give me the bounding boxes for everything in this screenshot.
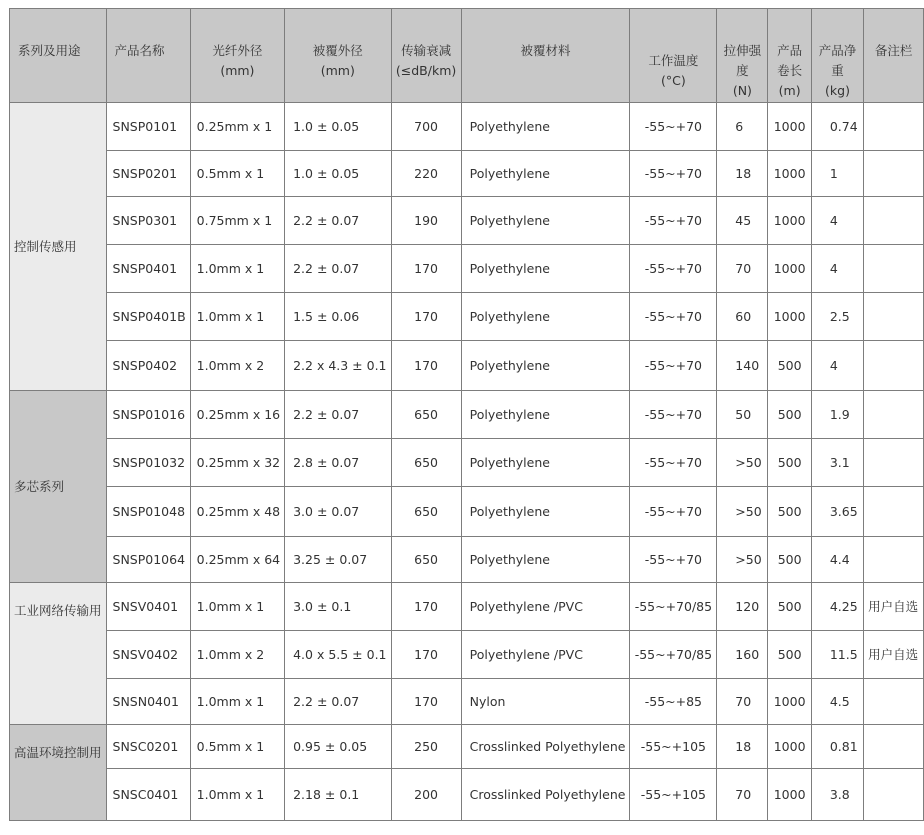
fiber-diameter-cell: 1.0mm x 2	[190, 341, 284, 391]
roll-length-cell: 500	[768, 583, 811, 631]
coating-material-cell: Polyethylene	[461, 391, 630, 439]
attenuation-cell: 190	[391, 197, 461, 245]
table-row	[10, 631, 924, 679]
product-name-cell: SNSP0201	[106, 151, 190, 197]
remarks-cell	[864, 103, 924, 151]
table-row	[10, 151, 924, 197]
table-row	[10, 197, 924, 245]
header-line: (mm)	[320, 63, 355, 78]
attenuation-cell: 170	[391, 293, 461, 341]
roll-length-cell: 500	[768, 487, 811, 537]
table-row	[10, 391, 924, 439]
roll-length-cell: 1000	[768, 679, 811, 725]
header-series-usage: 系列及用途	[10, 9, 107, 103]
coating-material-cell: Polyethylene /PVC	[461, 631, 630, 679]
table-row	[10, 103, 924, 151]
net-weight-cell: 2.5	[811, 293, 863, 341]
attenuation-cell: 170	[391, 583, 461, 631]
table-row	[10, 769, 924, 821]
product-spec-table	[9, 8, 924, 821]
product-name-cell: SNSC0401	[106, 769, 190, 821]
coating-diameter-cell: 1.0 ± 0.05	[285, 103, 391, 151]
attenuation-cell: 650	[391, 487, 461, 537]
product-name-cell: SNSC0201	[106, 725, 190, 769]
coating-diameter-cell: 1.0 ± 0.05	[285, 151, 391, 197]
remarks-cell	[864, 341, 924, 391]
net-weight-cell: 4.5	[811, 679, 863, 725]
product-name-cell: SNSP0401B	[106, 293, 190, 341]
operating-temperature-cell: -55~+70	[630, 537, 717, 583]
header-line: 被覆外径	[312, 43, 363, 58]
header-product-name: 产品名称	[106, 9, 190, 103]
coating-diameter-cell: 2.2 ± 0.07	[285, 197, 391, 245]
series-group-label: 多芯系列	[10, 391, 107, 583]
coating-diameter-cell: 2.8 ± 0.07	[285, 439, 391, 487]
product-name-cell: SNSV0401	[106, 583, 190, 631]
attenuation-cell: 220	[391, 151, 461, 197]
operating-temperature-cell: -55~+70	[630, 341, 717, 391]
coating-material-cell: Crosslinked Polyethylene	[461, 769, 630, 821]
net-weight-cell: 1.9	[811, 391, 863, 439]
header-line: (kg)	[825, 83, 850, 98]
coating-diameter-cell: 2.18 ± 0.1	[285, 769, 391, 821]
coating-diameter-cell: 3.0 ± 0.07	[285, 487, 391, 537]
fiber-diameter-cell: 0.5mm x 1	[190, 725, 284, 769]
coating-material-cell: Nylon	[461, 679, 630, 725]
remarks-cell	[864, 537, 924, 583]
fiber-diameter-cell: 0.25mm x 32	[190, 439, 284, 487]
fiber-diameter-cell: 1.0mm x 1	[190, 293, 284, 341]
header-line: (mm)	[220, 63, 255, 78]
coating-material-cell: Polyethylene	[461, 103, 630, 151]
attenuation-cell: 650	[391, 391, 461, 439]
header-line: 传输衰减	[401, 43, 452, 58]
coating-diameter-cell: 3.0 ± 0.1	[285, 583, 391, 631]
coating-material-cell: Crosslinked Polyethylene	[461, 725, 630, 769]
table-row	[10, 487, 924, 537]
product-name-cell: SNSN0401	[106, 679, 190, 725]
attenuation-cell: 650	[391, 537, 461, 583]
header-coating-material: 被覆材料	[461, 9, 630, 103]
header-line: 产品净重	[818, 43, 857, 78]
tensile-strength-cell: 18	[717, 151, 768, 197]
product-name-cell: SNSP0301	[106, 197, 190, 245]
roll-length-cell: 500	[768, 537, 811, 583]
coating-diameter-cell: 2.2 ± 0.07	[285, 391, 391, 439]
tensile-strength-cell: 6	[717, 103, 768, 151]
roll-length-cell: 500	[768, 391, 811, 439]
table-row	[10, 341, 924, 391]
tensile-strength-cell: 160	[717, 631, 768, 679]
tensile-strength-cell: 120	[717, 583, 768, 631]
remarks-cell: 用户自选	[864, 631, 924, 679]
table-row	[10, 293, 924, 341]
table-row	[10, 245, 924, 293]
roll-length-cell: 1000	[768, 103, 811, 151]
fiber-diameter-cell: 0.25mm x 64	[190, 537, 284, 583]
header-fiber-diameter	[190, 9, 284, 103]
operating-temperature-cell: -55~+70	[630, 293, 717, 341]
roll-length-cell: 500	[768, 439, 811, 487]
attenuation-cell: 170	[391, 245, 461, 293]
tensile-strength-cell: >50	[717, 439, 768, 487]
operating-temperature-cell: -55~+85	[630, 679, 717, 725]
operating-temperature-cell: -55~+70	[630, 197, 717, 245]
coating-material-cell: Polyethylene	[461, 439, 630, 487]
net-weight-cell: 0.81	[811, 725, 863, 769]
operating-temperature-cell: -55~+105	[630, 769, 717, 821]
roll-length-cell: 1000	[768, 245, 811, 293]
fiber-diameter-cell: 1.0mm x 1	[190, 583, 284, 631]
attenuation-cell: 700	[391, 103, 461, 151]
remarks-cell	[864, 769, 924, 821]
header-line: (m)	[778, 83, 801, 98]
attenuation-cell: 650	[391, 439, 461, 487]
net-weight-cell: 4	[811, 245, 863, 293]
attenuation-cell: 200	[391, 769, 461, 821]
table-header-row	[10, 9, 924, 103]
coating-material-cell: Polyethylene	[461, 341, 630, 391]
tensile-strength-cell: 70	[717, 769, 768, 821]
remarks-cell	[864, 679, 924, 725]
fiber-diameter-cell: 0.5mm x 1	[190, 151, 284, 197]
remarks-cell	[864, 487, 924, 537]
header-line: 光纤外径	[212, 43, 263, 58]
operating-temperature-cell: -55~+70/85	[630, 631, 717, 679]
tensile-strength-cell: >50	[717, 487, 768, 537]
operating-temperature-cell: -55~+70	[630, 391, 717, 439]
coating-diameter-cell: 3.25 ± 0.07	[285, 537, 391, 583]
coating-material-cell: Polyethylene /PVC	[461, 583, 630, 631]
remarks-cell	[864, 151, 924, 197]
net-weight-cell: 3.8	[811, 769, 863, 821]
product-name-cell: SNSV0402	[106, 631, 190, 679]
product-name-cell: SNSP01016	[106, 391, 190, 439]
fiber-diameter-cell: 1.0mm x 1	[190, 245, 284, 293]
remarks-cell	[864, 391, 924, 439]
fiber-diameter-cell: 1.0mm x 2	[190, 631, 284, 679]
series-group-label: 高温环境控制用	[10, 725, 107, 821]
tensile-strength-cell: 60	[717, 293, 768, 341]
roll-length-cell: 1000	[768, 725, 811, 769]
remarks-cell	[864, 245, 924, 293]
coating-material-cell: Polyethylene	[461, 537, 630, 583]
tensile-strength-cell: 50	[717, 391, 768, 439]
product-name-cell: SNSP01048	[106, 487, 190, 537]
table-row	[10, 583, 924, 631]
roll-length-cell: 1000	[768, 197, 811, 245]
header-net-weight	[811, 9, 863, 103]
header-roll-length	[768, 9, 811, 103]
net-weight-cell: 4.25	[811, 583, 863, 631]
attenuation-cell: 250	[391, 725, 461, 769]
operating-temperature-cell: -55~+70	[630, 487, 717, 537]
operating-temperature-cell: -55~+70	[630, 245, 717, 293]
coating-diameter-cell: 2.2 ± 0.07	[285, 245, 391, 293]
fiber-diameter-cell: 1.0mm x 1	[190, 679, 284, 725]
fiber-diameter-cell: 0.75mm x 1	[190, 197, 284, 245]
series-group-label: 控制传感用	[10, 103, 107, 391]
net-weight-cell: 3.65	[811, 487, 863, 537]
tensile-strength-cell: 70	[717, 245, 768, 293]
coating-material-cell: Polyethylene	[461, 197, 630, 245]
remarks-cell	[864, 439, 924, 487]
coating-material-cell: Polyethylene	[461, 487, 630, 537]
table-row	[10, 439, 924, 487]
net-weight-cell: 3.1	[811, 439, 863, 487]
product-name-cell: SNSP01032	[106, 439, 190, 487]
attenuation-cell: 170	[391, 631, 461, 679]
operating-temperature-cell: -55~+70	[630, 151, 717, 197]
header-remarks: 备注栏	[864, 9, 924, 103]
header-line: (°C)	[661, 73, 686, 88]
table-row	[10, 725, 924, 769]
header-line: 工作温度	[648, 53, 699, 68]
coating-diameter-cell: 2.2 ± 0.07	[285, 679, 391, 725]
roll-length-cell: 1000	[768, 293, 811, 341]
operating-temperature-cell: -55~+70	[630, 439, 717, 487]
header-coating-diameter	[285, 9, 391, 103]
series-group-label: 工业网络传输用	[10, 583, 107, 725]
product-name-cell: SNSP0101	[106, 103, 190, 151]
coating-diameter-cell: 1.5 ± 0.06	[285, 293, 391, 341]
table-row	[10, 537, 924, 583]
roll-length-cell: 500	[768, 341, 811, 391]
coating-diameter-cell: 4.0 x 5.5 ± 0.1	[285, 631, 391, 679]
net-weight-cell: 1	[811, 151, 863, 197]
remarks-cell	[864, 293, 924, 341]
roll-length-cell: 1000	[768, 151, 811, 197]
remarks-cell: 用户自选	[864, 583, 924, 631]
coating-diameter-cell: 2.2 x 4.3 ± 0.1	[285, 341, 391, 391]
tensile-strength-cell: 18	[717, 725, 768, 769]
net-weight-cell: 11.5	[811, 631, 863, 679]
net-weight-cell: 0.74	[811, 103, 863, 151]
table-body	[10, 103, 924, 821]
product-name-cell: SNSP0401	[106, 245, 190, 293]
operating-temperature-cell: -55~+105	[630, 725, 717, 769]
operating-temperature-cell: -55~+70	[630, 103, 717, 151]
fiber-diameter-cell: 1.0mm x 1	[190, 769, 284, 821]
tensile-strength-cell: 140	[717, 341, 768, 391]
roll-length-cell: 1000	[768, 769, 811, 821]
header-line: 拉伸强度	[723, 43, 762, 78]
net-weight-cell: 4.4	[811, 537, 863, 583]
header-line: (N)	[732, 83, 752, 98]
fiber-diameter-cell: 0.25mm x 48	[190, 487, 284, 537]
header-line: (≤dB/km)	[395, 63, 457, 78]
net-weight-cell: 4	[811, 341, 863, 391]
product-name-cell: SNSP01064	[106, 537, 190, 583]
remarks-cell	[864, 725, 924, 769]
coating-material-cell: Polyethylene	[461, 245, 630, 293]
fiber-diameter-cell: 0.25mm x 1	[190, 103, 284, 151]
remarks-cell	[864, 197, 924, 245]
attenuation-cell: 170	[391, 341, 461, 391]
roll-length-cell: 500	[768, 631, 811, 679]
fiber-diameter-cell: 0.25mm x 16	[190, 391, 284, 439]
tensile-strength-cell: >50	[717, 537, 768, 583]
header-operating-temperature	[630, 9, 717, 103]
table-row	[10, 679, 924, 725]
product-name-cell: SNSP0402	[106, 341, 190, 391]
header-line: 产品卷长	[777, 43, 803, 78]
tensile-strength-cell: 70	[717, 679, 768, 725]
attenuation-cell: 170	[391, 679, 461, 725]
coating-material-cell: Polyethylene	[461, 293, 630, 341]
coating-material-cell: Polyethylene	[461, 151, 630, 197]
net-weight-cell: 4	[811, 197, 863, 245]
header-tensile-strength	[717, 9, 768, 103]
tensile-strength-cell: 45	[717, 197, 768, 245]
coating-diameter-cell: 0.95 ± 0.05	[285, 725, 391, 769]
header-attenuation	[391, 9, 461, 103]
operating-temperature-cell: -55~+70/85	[630, 583, 717, 631]
